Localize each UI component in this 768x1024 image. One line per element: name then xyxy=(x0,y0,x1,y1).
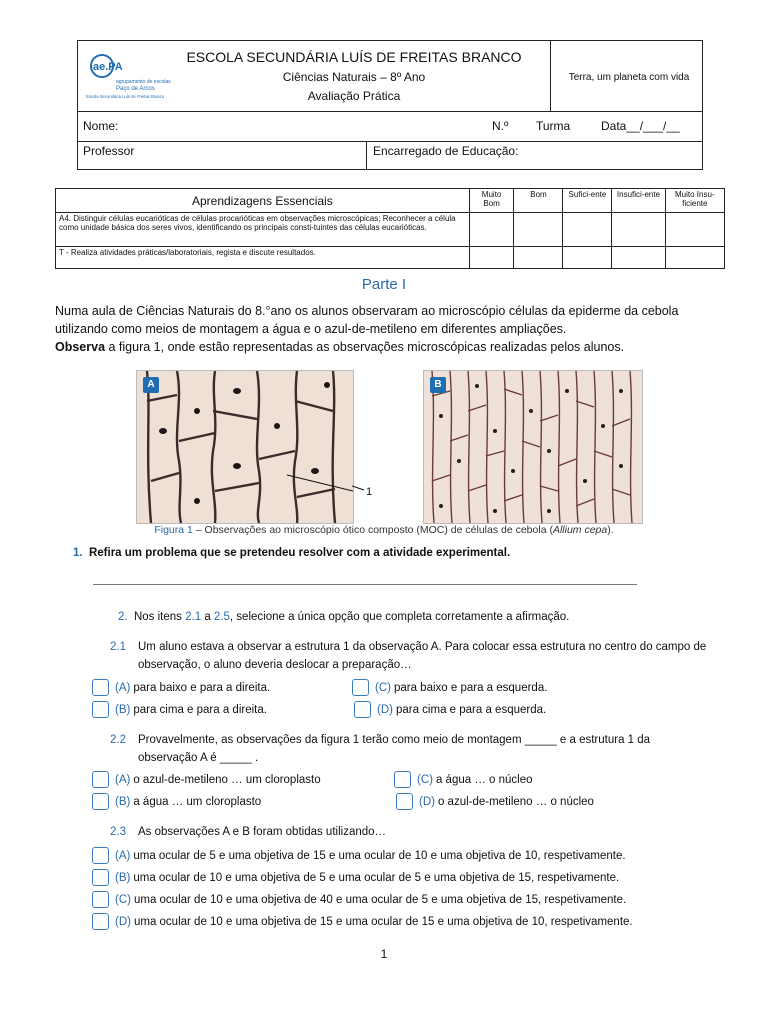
option-2-2-a[interactable]: (A) o azul-de-metileno … um cloroplasto xyxy=(92,771,321,788)
topic-title: Terra, um planeta com vida xyxy=(568,72,690,83)
svg-text:Escola Secundária Luís de Frei: Escola Secundária Luís de Freitas Branco xyxy=(86,94,165,99)
figure-a-badge: A xyxy=(143,377,159,393)
school-name: ESCOLA SECUNDÁRIA LUÍS DE FREITAS BRANCO xyxy=(186,49,522,65)
onion-cells-a-image xyxy=(137,371,353,523)
table-row-text: A4. Distinguir células eucarióticas de células procarióticas em observações microscópicas; Reconhecer a célula como unidade básica dos seres vivos, identificando os principais consti-tuintes das células eucarióticas. xyxy=(56,213,470,247)
assessment-title: Avaliação Prática xyxy=(307,89,401,103)
class-label: Turma xyxy=(536,119,571,133)
table-header-col: Muito Bom xyxy=(469,189,514,213)
question-2: 2. Nos itens 2.1 a 2.5, selecione a única opção que completa corretamente a afirmação. xyxy=(118,611,570,623)
figure-caption: Figura 1 – Observações ao microscópio ótico composto (MOC) de células de cebola (Allium cepa). xyxy=(154,524,614,536)
checkbox[interactable] xyxy=(92,701,109,718)
svg-text:agrupamento de escolas: agrupamento de escolas xyxy=(116,79,171,85)
option-2-3-d[interactable]: (D) uma ocular de 10 e uma objetiva de 15 e uma ocular de 15 e uma objetiva de 10, respetivamente. xyxy=(92,913,633,930)
subject-title: Ciências Naturais – 8º Ano xyxy=(282,70,426,84)
option-2-2-c[interactable]: (C) a água … o núcleo xyxy=(394,771,533,788)
structure-1-label: 1 xyxy=(366,486,373,498)
table-header-title: Aprendizagens Essenciais xyxy=(56,189,470,213)
learning-outcomes-table xyxy=(55,188,725,269)
table-header-col: Sufici-ente xyxy=(563,189,612,213)
teacher-label: Professor xyxy=(83,144,135,158)
option-2-1-d[interactable]: (D) para cima e para a esquerda. xyxy=(354,701,546,718)
checkbox[interactable] xyxy=(352,679,369,696)
name-label: Nome: xyxy=(83,119,119,133)
table-row-text: T - Realiza atividades práticas/laboratoriais, regista e discute resultados. xyxy=(56,247,470,269)
option-2-2-b[interactable]: (B) a água … um cloroplasto xyxy=(92,793,261,810)
checkbox[interactable] xyxy=(92,679,109,696)
question-1: 1. Refira um problema que se pretendeu resolver com a atividade experimental. xyxy=(73,547,511,559)
onion-cells-b-image xyxy=(424,371,642,523)
checkbox[interactable] xyxy=(92,847,109,864)
option-2-1-b[interactable]: (B) para cima e para a direita. xyxy=(92,701,267,718)
checkbox[interactable] xyxy=(92,771,109,788)
option-2-3-c[interactable]: (C) uma ocular de 10 e uma objetiva de 40 e uma ocular de 5 e uma objetiva de 15, respetivamente. xyxy=(92,891,626,908)
intro-paragraph: Numa aula de Ciências Naturais do 8.°ano os alunos observaram ao microscópio células da epiderme da cebola utilizando como meios de montagem a água e o azul-de-metileno em diferentes ampliações. Observa a figura 1, onde estão representadas as observações microscópicas realizadas pelos alunos. xyxy=(55,304,679,354)
checkbox[interactable] xyxy=(92,869,109,886)
svg-text:ae.PA: ae.PA xyxy=(93,61,123,73)
svg-text:Paço de Arcos: Paço de Arcos xyxy=(116,86,155,92)
checkbox[interactable] xyxy=(394,771,411,788)
date-label: Data__/___/__ xyxy=(601,119,680,133)
question-2-1: 2.1 Um aluno estava a observar a estrutura 1 da observação A. Para colocar essa estrutura no centro do campo de observação, o aluno deveria deslocar a preparação… xyxy=(110,641,707,671)
number-label: N.º xyxy=(492,119,509,133)
option-2-1-c[interactable]: (C) para baixo e para a esquerda. xyxy=(352,679,547,696)
option-2-2-d[interactable]: (D) o azul-de-metileno … o núcleo xyxy=(396,793,594,810)
question-2-3: 2.3 As observações A e B foram obtidas utilizando… xyxy=(110,826,387,838)
page-number: 1 xyxy=(380,947,388,961)
table-header-col: Muito Insu-ficiente xyxy=(665,189,724,213)
table-header-col: Bom xyxy=(514,189,563,213)
figure-b-badge: B xyxy=(430,377,446,393)
option-2-3-b[interactable]: (B) uma ocular de 10 e uma objetiva de 5 e uma ocular de 5 e uma objetiva de 15, respetivamente. xyxy=(92,869,619,886)
checkbox[interactable] xyxy=(396,793,413,810)
option-2-1-a[interactable]: (A) para baixo e para a direita. xyxy=(92,679,270,696)
micrograph-b xyxy=(423,370,643,524)
micrograph-a xyxy=(136,370,354,524)
answer-line[interactable] xyxy=(93,584,637,585)
checkbox[interactable] xyxy=(354,701,371,718)
table-header-col: Insufici-ente xyxy=(612,189,665,213)
part-title: Parte I xyxy=(361,276,407,293)
question-2-2: 2.2 Provavelmente, as observações da figura 1 terão como meio de montagem _____ e a estrutura 1 da observação A é _____ . xyxy=(110,734,651,764)
checkbox[interactable] xyxy=(92,891,109,908)
guardian-label: Encarregado de Educação: xyxy=(373,144,519,158)
checkbox[interactable] xyxy=(92,793,109,810)
option-2-3-a[interactable]: (A) uma ocular de 5 e uma objetiva de 15 e uma ocular de 10 e uma objetiva de 10, respetivamente. xyxy=(92,847,626,864)
header-table xyxy=(77,40,703,170)
checkbox[interactable] xyxy=(92,913,109,930)
